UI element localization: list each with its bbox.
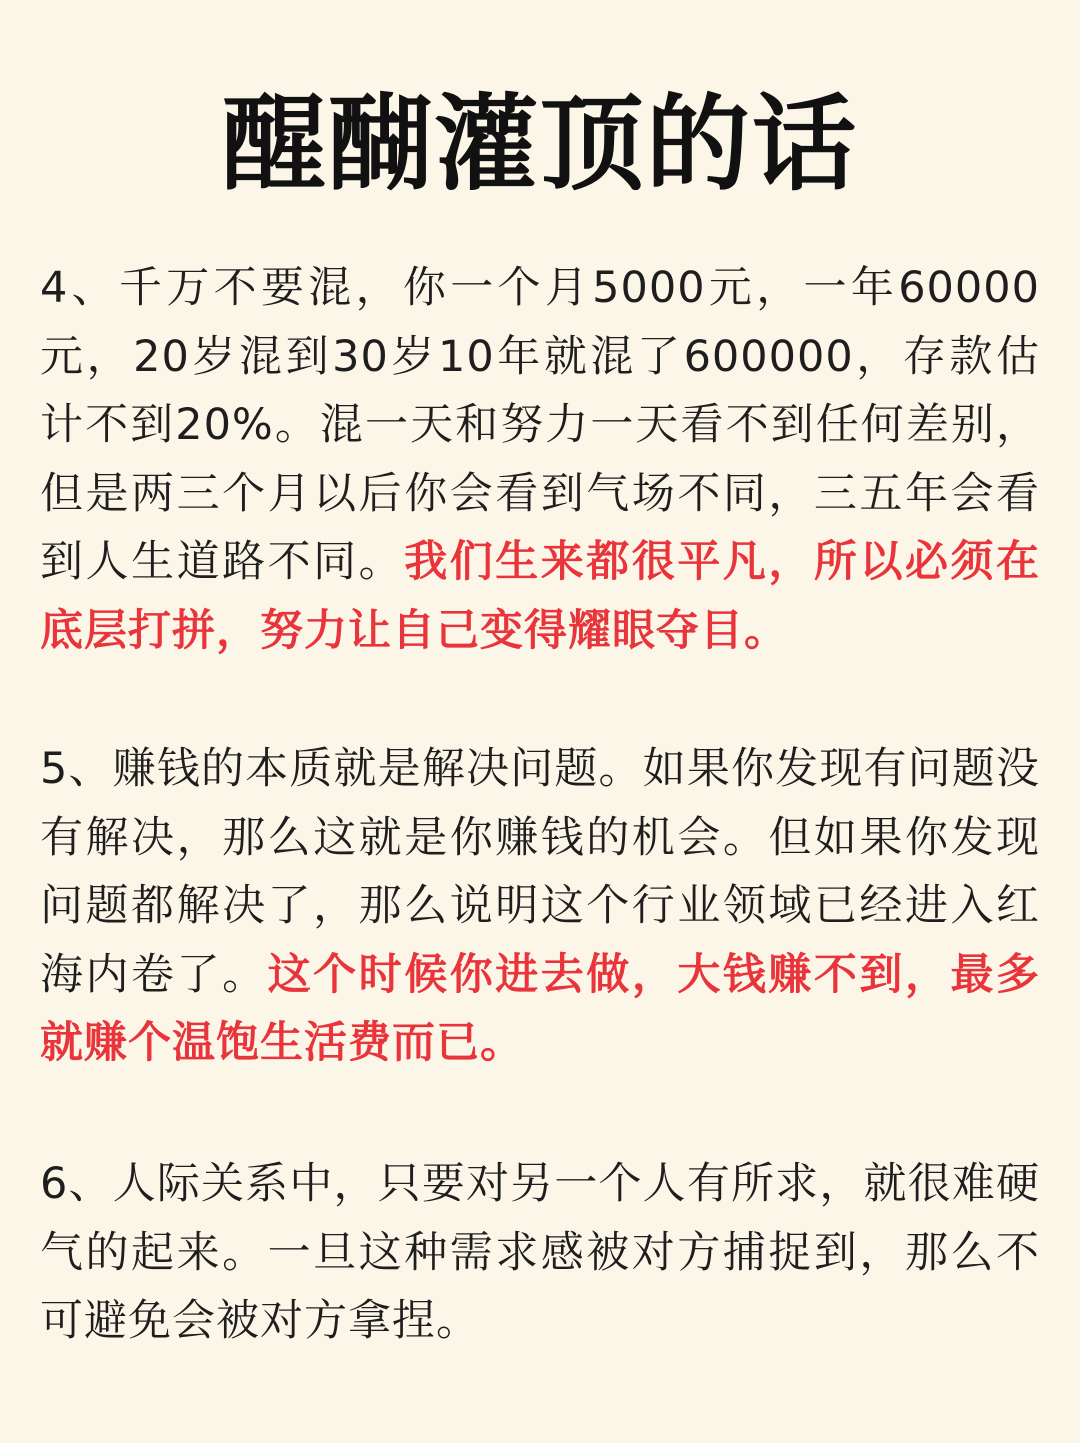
paragraph-5-text: 5、赚钱的本质就是解决问题。如果你发现有问题没有解决，那么这就是你赚钱的机会。但如果你发现问题都解决了，那么说明这个行业领域已经进入红海内卷了。 [40,744,1040,1000]
paragraph-4-highlight: 我们生来都很平凡，所以必须在底层打拼，努力让自己变得耀眼夺目。 [40,537,1041,656]
paragraph-4-text: 4、千万不要混，你一个月5000元，一年60000元，20岁混到30岁10年就混了600000，存款估计不到20%。混一天和努力一天看不到任何差别，但是两三个月以后你会看到气场不同，三五年会看到人生道路不同。 [40,263,1040,587]
paragraph-6 [40,1150,1040,1356]
page-title: 醒醐灌顶的话 [221,83,858,205]
paragraph-6-text: 6、人际关系中，只要对另一个人有所求，就很难硬气的起来。一旦这种需求感被对方捕捉到，那么不可避免会被对方拿捏。 [40,1159,1040,1346]
paragraph-5-highlight: 这个时候你进去做，大钱赚不到，最多就赚个温饱生活费而已。 [40,949,1041,1068]
paragraph-4 [40,254,1040,665]
paragraph-5 [40,735,1040,1078]
